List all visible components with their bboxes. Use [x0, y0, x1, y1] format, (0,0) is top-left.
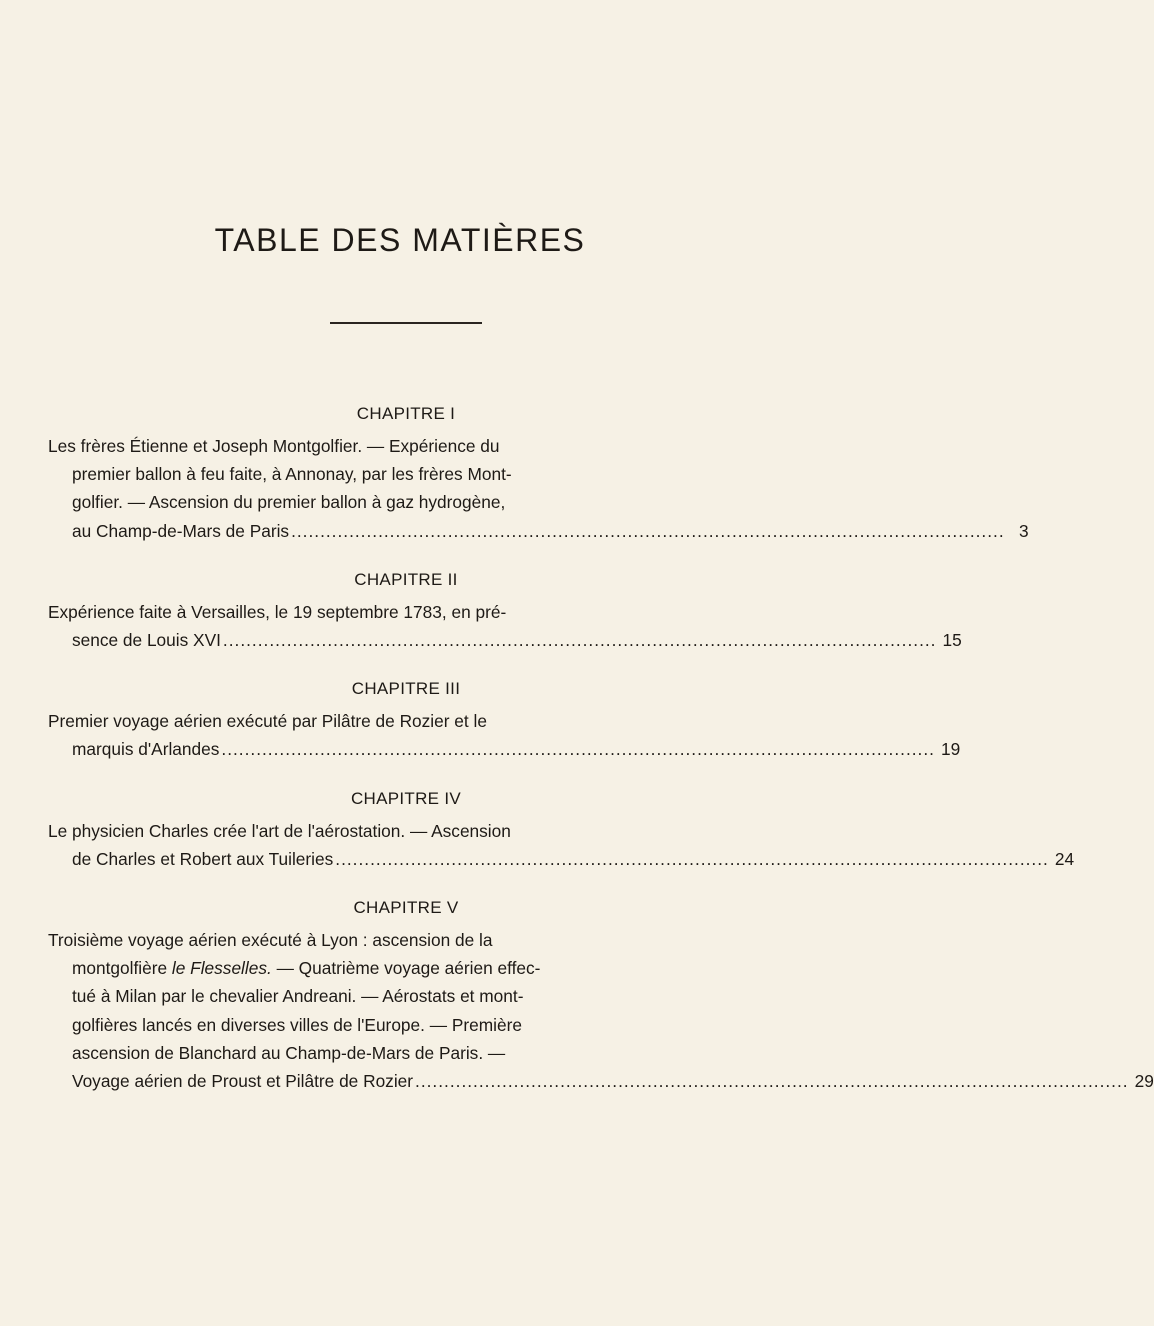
summary-line: Premier voyage aérien exécuté par Pilâtre de Rozier et le	[48, 711, 487, 732]
chapter-summary	[48, 598, 962, 654]
dot-leader: ...........................................................................................................................	[415, 1071, 1129, 1092]
chapter-heading: CHAPITRE IV	[350, 788, 462, 808]
chapter-summary	[48, 817, 1075, 873]
table-of-contents	[48, 396, 1154, 1095]
ship-name: le Flesselles.	[171, 958, 272, 979]
page-number: 15	[942, 630, 962, 651]
summary-line: au Champ-de-Mars de Paris	[72, 520, 290, 541]
chapter-heading: CHAPITRE V	[353, 898, 459, 918]
page-title: TABLE DES MATIÈRES	[214, 222, 586, 258]
dot-leader: ...........................................................................................................................	[221, 739, 935, 760]
summary-line: sence de Louis XVI	[72, 630, 221, 651]
dot-leader: ...........................................................................................................................	[291, 520, 1005, 541]
summary-line: Les frères Étienne et Joseph Montgolfier. — Expérience du	[48, 436, 500, 456]
toc-entry-chapitre-1	[48, 396, 1029, 545]
toc-entry-chapitre-5	[48, 890, 1154, 1095]
summary-last-line	[72, 845, 1075, 873]
summary-last-line	[72, 735, 961, 763]
chapter-heading: CHAPITRE III	[351, 679, 461, 699]
toc-entry-chapitre-2	[48, 562, 962, 654]
chapter-summary	[48, 707, 961, 763]
chapter-summary	[48, 432, 1029, 545]
summary-line: ascension de Blanchard au Champ-de-Mars de Paris. —	[72, 1042, 506, 1063]
summary-line: Troisième voyage aérien exécuté à Lyon : ascension de la	[48, 930, 493, 951]
summary-line: de Charles et Robert aux Tuileries	[72, 848, 334, 869]
page-number: 24	[1054, 848, 1075, 869]
dot-leader: ...........................................................................................................................	[222, 630, 937, 651]
summary-last-line	[72, 1067, 1154, 1095]
page-number: 29	[1134, 1071, 1154, 1092]
summary-line: tué à Milan par le chevalier Andreani. — Aérostats et mont-	[72, 986, 524, 1007]
chapter-heading: CHAPITRE II	[354, 569, 458, 589]
dot-leader: ...........................................................................................................................	[335, 848, 1049, 869]
page-number: 19	[940, 739, 961, 760]
summary-last-line	[72, 517, 1029, 545]
title-rule	[330, 322, 482, 324]
summary-last-line	[72, 626, 962, 654]
summary-line: marquis d'Arlandes	[72, 739, 220, 760]
page-number: 3	[1019, 520, 1029, 541]
summary-line: golfières lancés en diverses villes de l'Europe. — Première	[72, 1014, 522, 1035]
summary-line: premier ballon à feu faite, à Annonay, par les frères Mont-	[72, 464, 512, 485]
summary-line: Expérience faite à Versailles, le 19 septembre 1783, en pré-	[48, 601, 507, 622]
toc-entry-chapitre-3	[48, 671, 961, 763]
summary-line: Voyage aérien de Proust et Pilâtre de Rozier	[72, 1071, 414, 1092]
chapter-heading: CHAPITRE I	[356, 404, 456, 423]
summary-line: golfier. — Ascension du premier ballon à gaz hydrogène,	[72, 492, 506, 513]
toc-entry-chapitre-4	[48, 781, 1075, 873]
summary-line: montgolfière le Flesselles. — Quatrième voyage aérien effec-	[72, 958, 541, 979]
summary-line: Le physicien Charles crée l'art de l'aérostation. — Ascension	[48, 820, 511, 841]
chapter-summary	[48, 926, 1154, 1095]
